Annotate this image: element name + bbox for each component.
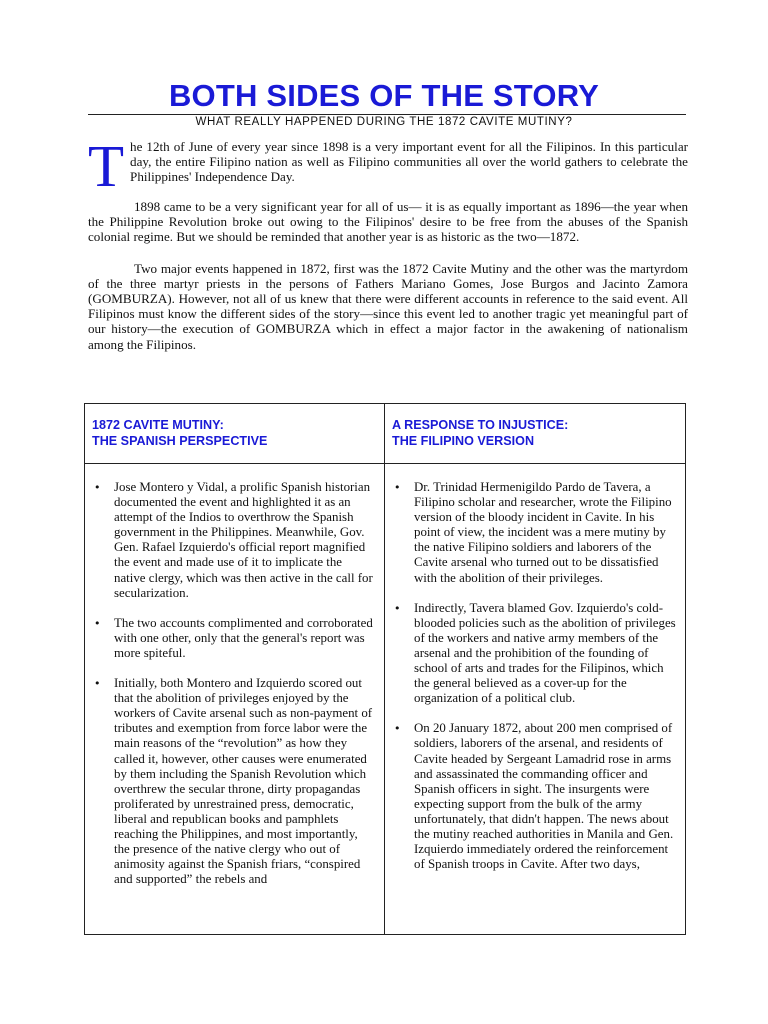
filipino-version-body (385, 464, 685, 933)
filipino-bullet-list (392, 480, 677, 872)
intro-paragraph-3: Two major events happened in 1872, first was the 1872 Cavite Mutiny and the other was the martyrdom of the three martyr priests in the persons of Fathers Mariano Gomes, Jose Burgos and Jacinto Zamora (GOMBURZA). However, not all of us knew that there were different accounts in reference to the said event. All Filipinos must know the different sides of the story—since this event led to another tragic yet meaningful part of our history—the execution of GOMBURZA which in effect a major factor in the awakening of nationalism among the Filipinos. (88, 260, 688, 352)
spanish-perspective-body (85, 464, 384, 933)
intro-paragraph-2: 1898 came to be a very significant year for all of us— it is as equally important as 1896—the year when the Philippine Revolution broke out owing to the Filipinos' desire to be free from the abuses of the Spanish colonial regime. But we should be reminded that another year is as historic as the two—1872. (88, 199, 688, 245)
spanish-perspective-column (85, 404, 385, 934)
document-title: BOTH SIDES OF THE STORY (168, 78, 600, 113)
intro-section (88, 133, 688, 352)
drop-cap: T (88, 133, 125, 199)
spanish-heading-line-2: THE SPANISH PERSPECTIVE (92, 433, 268, 448)
intro-paragraph-1-text: he 12th of June of every year since 1898 is a very important event for all the Filipinos. In this particular day, the entire Filipino nation as well as Filipino communities all over the world gathers to celebrate the Philippines' Independence Day. (130, 139, 688, 185)
intro-paragraph-1 (88, 133, 688, 199)
spanish-bullet-list (92, 480, 376, 887)
spanish-heading-line-1: 1872 CAVITE MUTINY: (92, 418, 224, 432)
list-item: • Jose Montero y Vidal, a prolific Spanish historian documented the event and highlighted it as an attempt of the Indios to overthrow the Spanish government in the Philippines. Meanwhile, Gov. Gen. Rafael Izquierdo's official report magnified the event and made use of it to implicate the native clergy, which was then active in the call for secularization. (92, 480, 376, 601)
filipino-heading-line-2: THE FILIPINO VERSION (392, 433, 535, 448)
list-item: • The two accounts complimented and corroborated with one other, only that the general's report was more spiteful. (92, 616, 376, 661)
spanish-perspective-heading (85, 404, 384, 464)
comparison-table (84, 403, 686, 935)
filipino-version-heading (385, 404, 685, 464)
filipino-heading-line-1: A RESPONSE TO INJUSTICE: (392, 418, 569, 432)
document-subtitle: WHAT REALLY HAPPENED DURING THE 1872 CAVITE MUTINY? (195, 116, 573, 128)
list-item: • On 20 January 1872, about 200 men comprised of soldiers, laborers of the arsenal, and residents of Cavite headed by Sergeant Lamadrid rose in arms and assassinated the commanding officer and Spanish officers in sight. The insurgents were expecting support from the bulk of the army unfortunately, that didn't happen. The news about the mutiny reached authorities in Manila and Gen. Izquierdo immediately ordered the reinforcement of Spanish troops in Cavite. After two days, (392, 721, 677, 872)
list-item: • Indirectly, Tavera blamed Gov. Izquierdo's cold-blooded policies such as the abolition of privileges of the workers and native army members of the arsenal and the prohibition of the founding of school of arts and trades for the Filipinos, which the general believed as a cover-up for the organization of a political club. (392, 601, 677, 707)
filipino-version-column (385, 404, 685, 934)
list-item: • Dr. Trinidad Hermenigildo Pardo de Tavera, a Filipino scholar and researcher, wrote the Filipino version of the bloody incident in Cavite. In his point of view, the incident was a mere mutiny by the native Filipino soldiers and laborers of the Cavite arsenal who turned out to be dissatisfied with the abolition of their privileges. (392, 480, 677, 586)
title-divider (88, 114, 686, 115)
list-item: • Initially, both Montero and Izquierdo scored out that the abolition of privileges enjoyed by the workers of Cavite arsenal such as non-payment of tributes and exemption from force labor were the main reasons of the “revolution” as how they called it, however, other causes were enumerated by them including the Spanish Revolution which overthrew the secular throne, dirty propagandas proliferated by unrestrained press, democratic, liberal and republican books and pamphlets reaching the Philippines, and most importantly, the presence of the native clergy who out of animosity against the Spanish friars, “conspired and supported” the rebels and (92, 676, 376, 887)
